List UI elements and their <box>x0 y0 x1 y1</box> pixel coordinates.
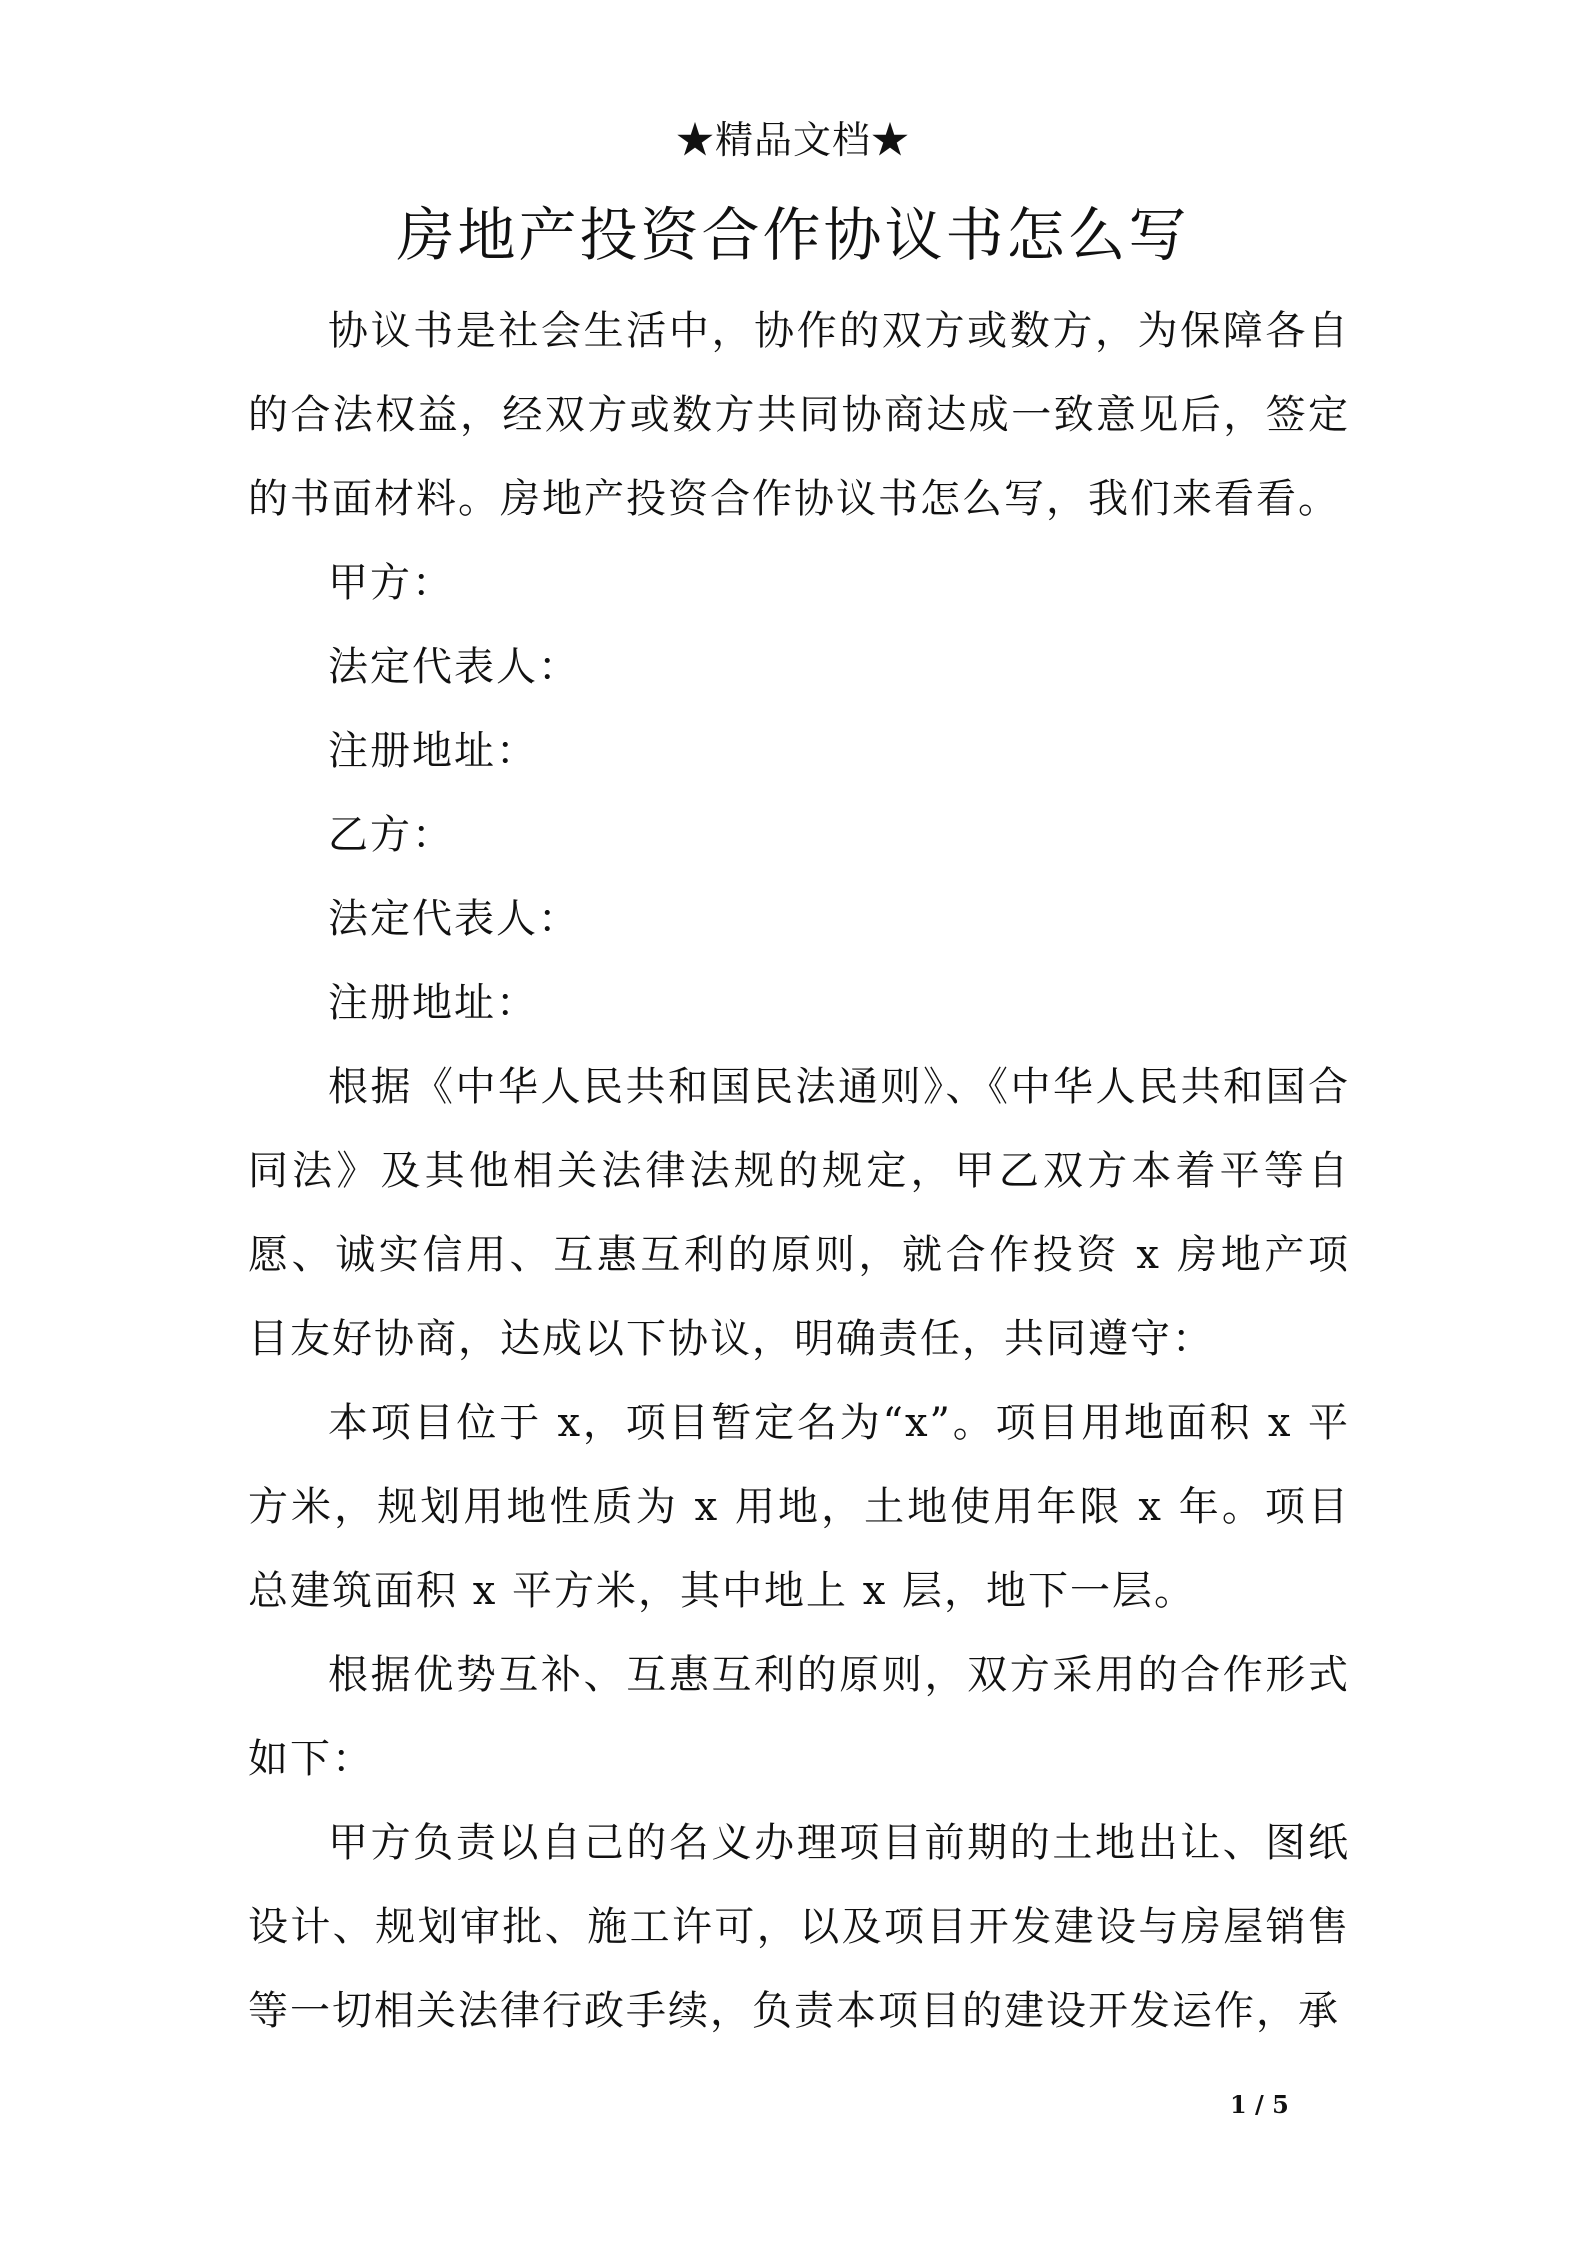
party-b-legal-rep-label: 法定代表人： <box>328 896 580 942</box>
document-title: 房地产投资合作协议书怎么写 <box>396 201 1190 269</box>
party-a-address-label: 注册地址： <box>328 728 538 774</box>
document-body <box>248 289 1350 2053</box>
project-description-paragraph: 本项目位于 x，项目暂定名为“x”。项目用地面积 x 平方米，规划用地性质为 x 用地，土地使用年限 x 年。项目总建筑面积 x 平方米，其中地上 x 层，地下一层。 <box>248 1400 1350 1614</box>
header-mark: ★精品文档★ <box>675 118 910 162</box>
cooperation-form-paragraph: 根据优势互补、互惠互利的原则，双方采用的合作形式如下： <box>248 1652 1350 1782</box>
legal-basis-paragraph: 根据《中华人民共和国民法通则》、《中华人民共和国合同法》及其他相关法律法规的规定，甲乙双方本着平等自愿、诚实信用、互惠互利的原则，就合作投资 x 房地产项目友好协商，达成以下协议，明确责任，共同遵守： <box>248 1064 1350 1362</box>
page-number: 1 / 5 <box>1230 2090 1289 2119</box>
intro-paragraph: 协议书是社会生活中，协作的双方或数方，为保障各自的合法权益，经双方或数方共同协商达成一致意见后，签定的书面材料。房地产投资合作协议书怎么写，我们来看看。 <box>248 308 1350 522</box>
party-b-label: 乙方： <box>328 812 454 858</box>
party-a-label: 甲方： <box>328 560 454 606</box>
party-a-legal-rep-label: 法定代表人： <box>328 644 580 690</box>
party-a-responsibility-paragraph: 甲方负责以自己的名义办理项目前期的土地出让、图纸设计、规划审批、施工许可，以及项目开发建设与房屋销售等一切相关法律行政手续，负责本项目的建设开发运作，承 <box>248 1820 1350 2034</box>
party-b-address-label: 注册地址： <box>328 980 538 1026</box>
